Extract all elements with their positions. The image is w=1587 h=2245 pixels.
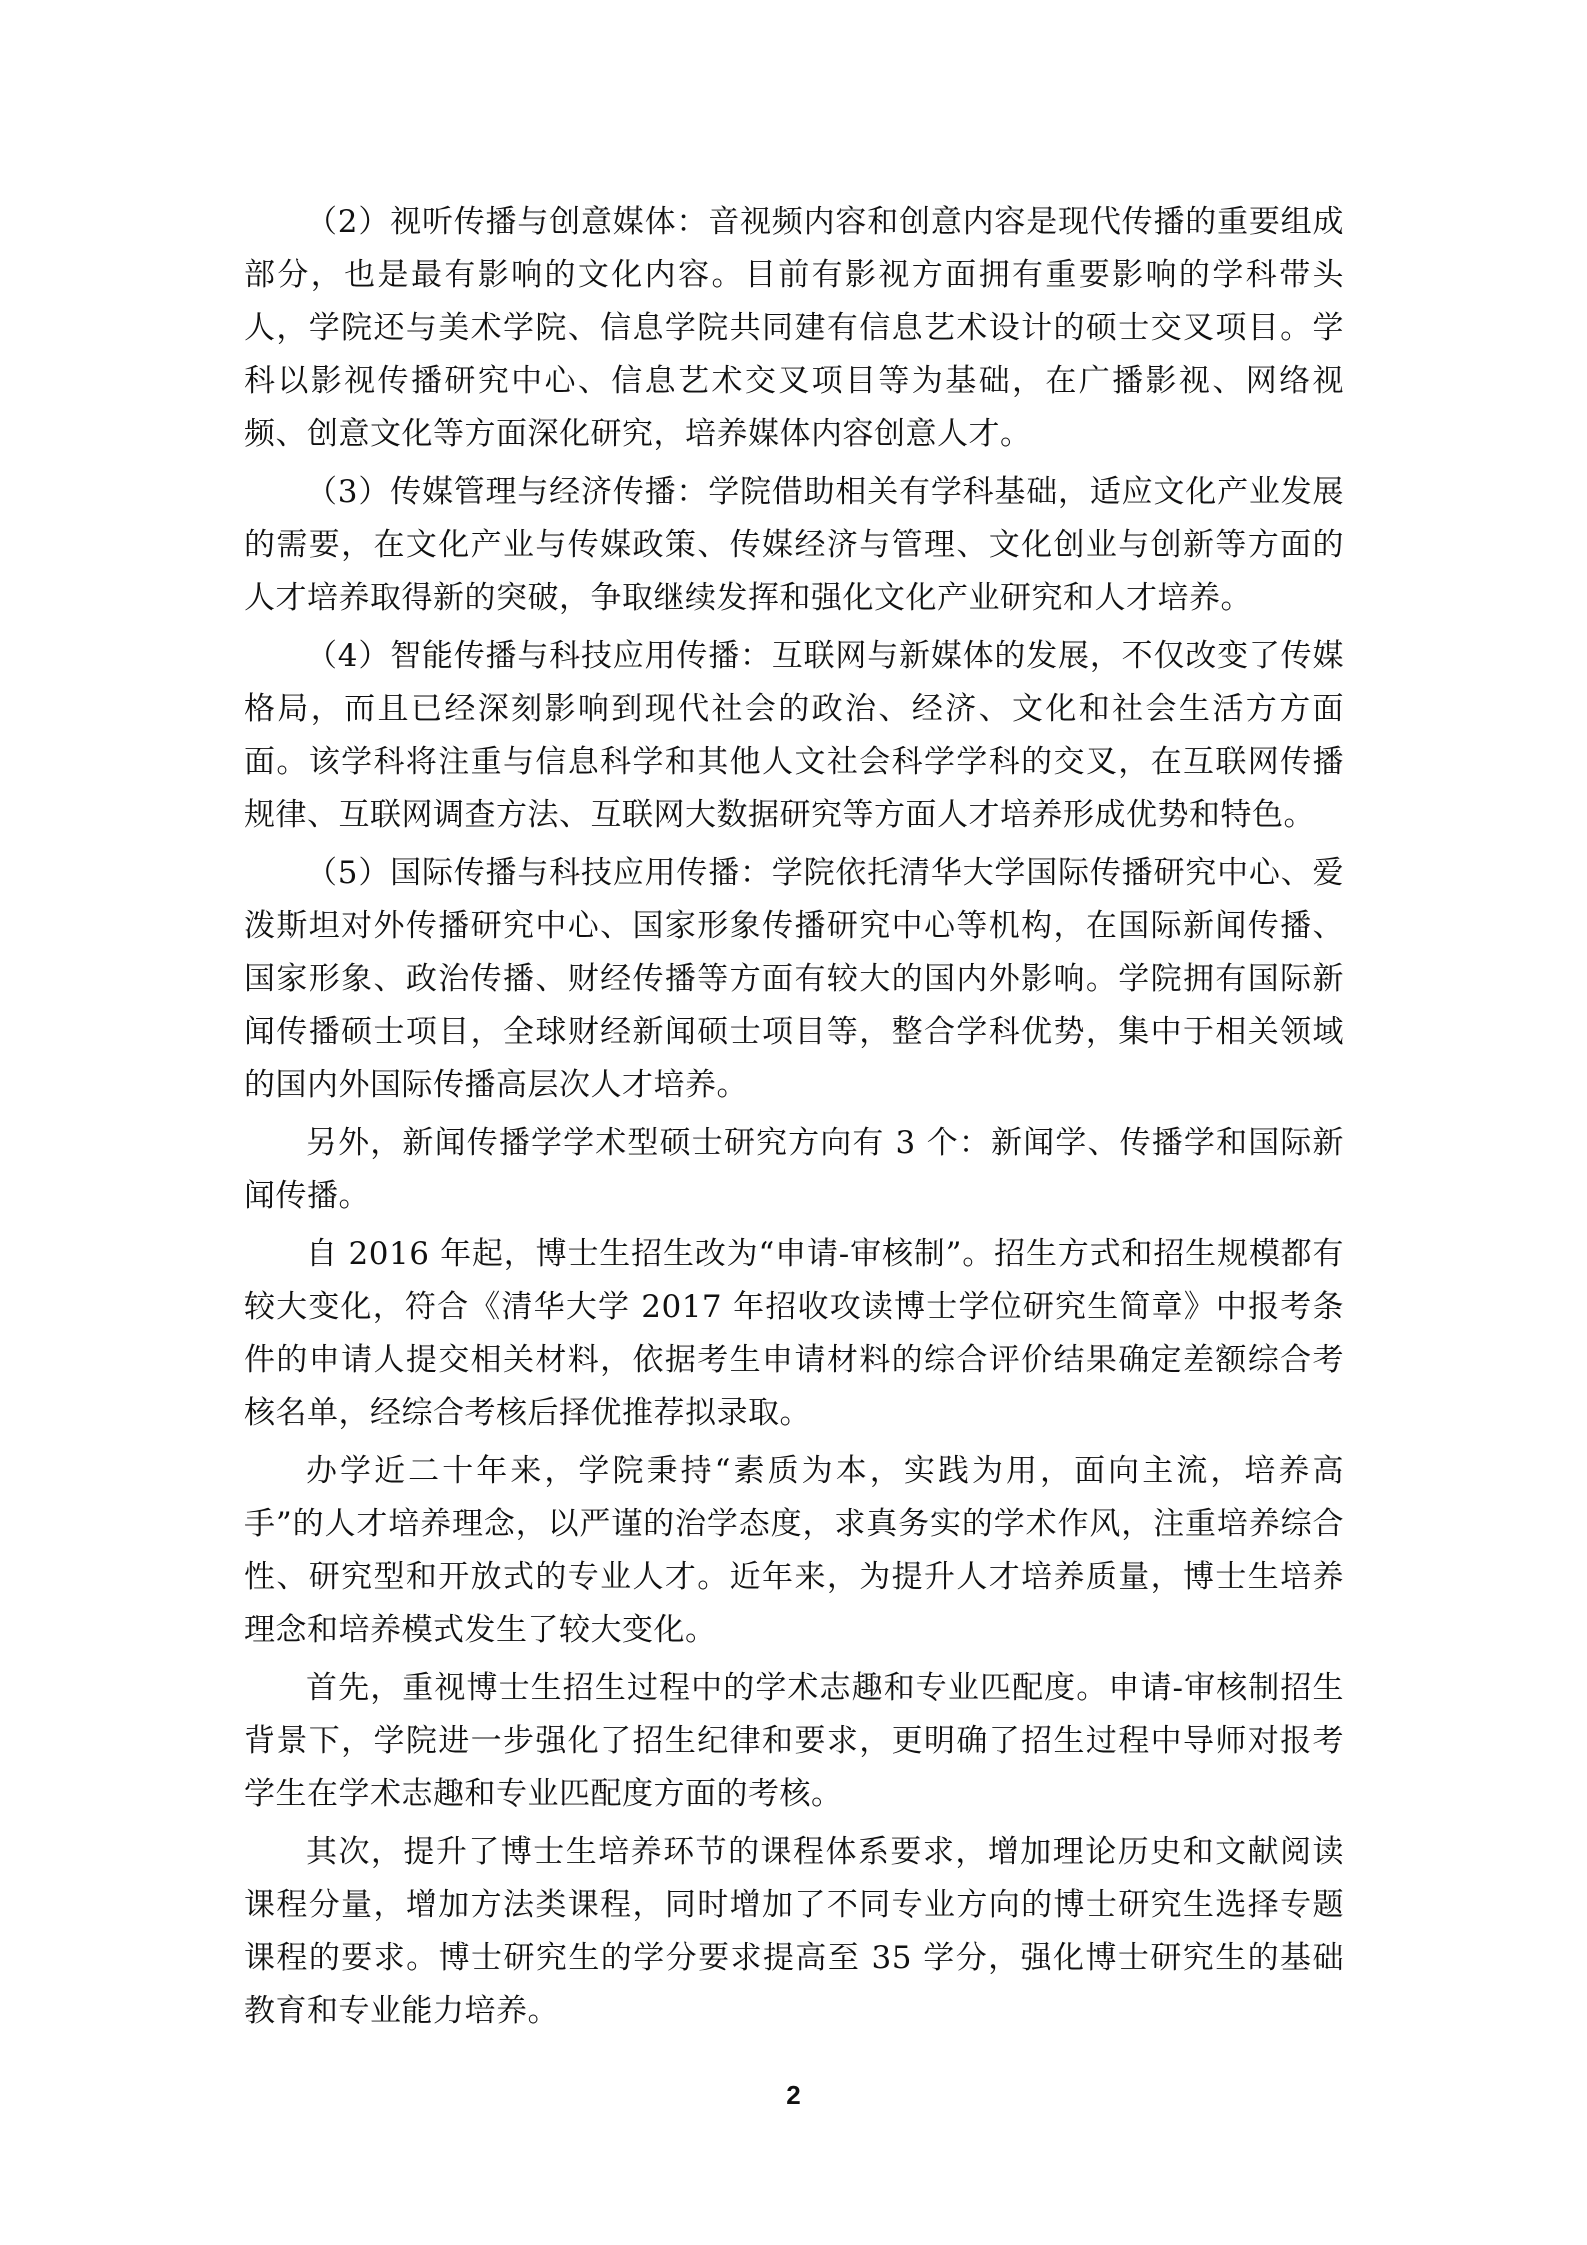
page-number: 2 (786, 2080, 801, 2110)
body-text (244, 196, 1344, 2043)
paragraph-masters-directions: 另外，新闻传播学学术型硕士研究方向有 3 个：新闻学、传播学和国际新闻传播。 (244, 1125, 1344, 1214)
paragraph-intelligent-communication: （4）智能传播与科技应用传播：互联网与新媒体的发展，不仅改变了传媒格局，而且已经深刻影响到现代社会的政治、经济、文化和社会生活方方面面。该学科将注重与信息科学和其他人文社会科学学科的交叉，在互联网传播规律、互联网调查方法、互联网大数据研究等方面人才培养形成优势和特色。 (244, 638, 1344, 833)
paragraph-media-management: （3）传媒管理与经济传播：学院借助相关有学科基础，适应文化产业发展的需要，在文化产业与传媒政策、传媒经济与管理、文化创业与创新等方面的人才培养取得新的突破，争取继续发挥和强化文化产业研究和人才培养。 (244, 474, 1344, 616)
paragraph-international-communication: （5）国际传播与科技应用传播：学院依托清华大学国际传播研究中心、爱泼斯坦对外传播研究中心、国家形象传播研究中心等机构，在国际新闻传播、国家形象、政治传播、财经传播等方面有较大的国内外影响。学院拥有国际新闻传播硕士项目，全球财经新闻硕士项目等，整合学科优势，集中于相关领域的国内外国际传播高层次人才培养。 (244, 855, 1344, 1103)
paragraph-training-philosophy: 办学近二十年来，学院秉持“素质为本，实践为用，面向主流，培养高手”的人才培养理念，以严谨的治学态度，求真务实的学术作风，注重培养综合性、研究型和开放式的专业人才。近年来，为提升人才培养质量，博士生培养理念和培养模式发生了较大变化。 (244, 1453, 1344, 1648)
paragraph-first-change: 首先，重视博士生招生过程中的学术志趣和专业匹配度。申请-审核制招生背景下，学院进一步强化了招生纪律和要求，更明确了招生过程中导师对报考学生在学术志趣和专业匹配度方面的考核。 (244, 1670, 1344, 1812)
paragraph-doctoral-admission: 自 2016 年起，博士生招生改为“申请-审核制”。招生方式和招生规模都有较大变化，符合《清华大学 2017 年招收攻读博士学位研究生简章》中报考条件的申请人提交相关材料，依据考生申请材料的综合评价结果确定差额综合考核名单，经综合考核后择优推荐拟录取。 (244, 1236, 1344, 1431)
paragraph-audiovisual-media: （2）视听传播与创意媒体：音视频内容和创意内容是现代传播的重要组成部分，也是最有影响的文化内容。目前有影视方面拥有重要影响的学科带头人，学院还与美术学院、信息学院共同建有信息艺术设计的硕士交叉项目。学科以影视传播研究中心、信息艺术交叉项目等为基础，在广播影视、网络视频、创意文化等方面深化研究，培养媒体内容创意人才。 (244, 204, 1344, 452)
paragraph-second-change: 其次，提升了博士生培养环节的课程体系要求，增加理论历史和文献阅读课程分量，增加方法类课程，同时增加了不同专业方向的博士研究生选择专题课程的要求。博士研究生的学分要求提高至 35 学分，强化博士研究生的基础教育和专业能力培养。 (244, 1834, 1344, 2029)
